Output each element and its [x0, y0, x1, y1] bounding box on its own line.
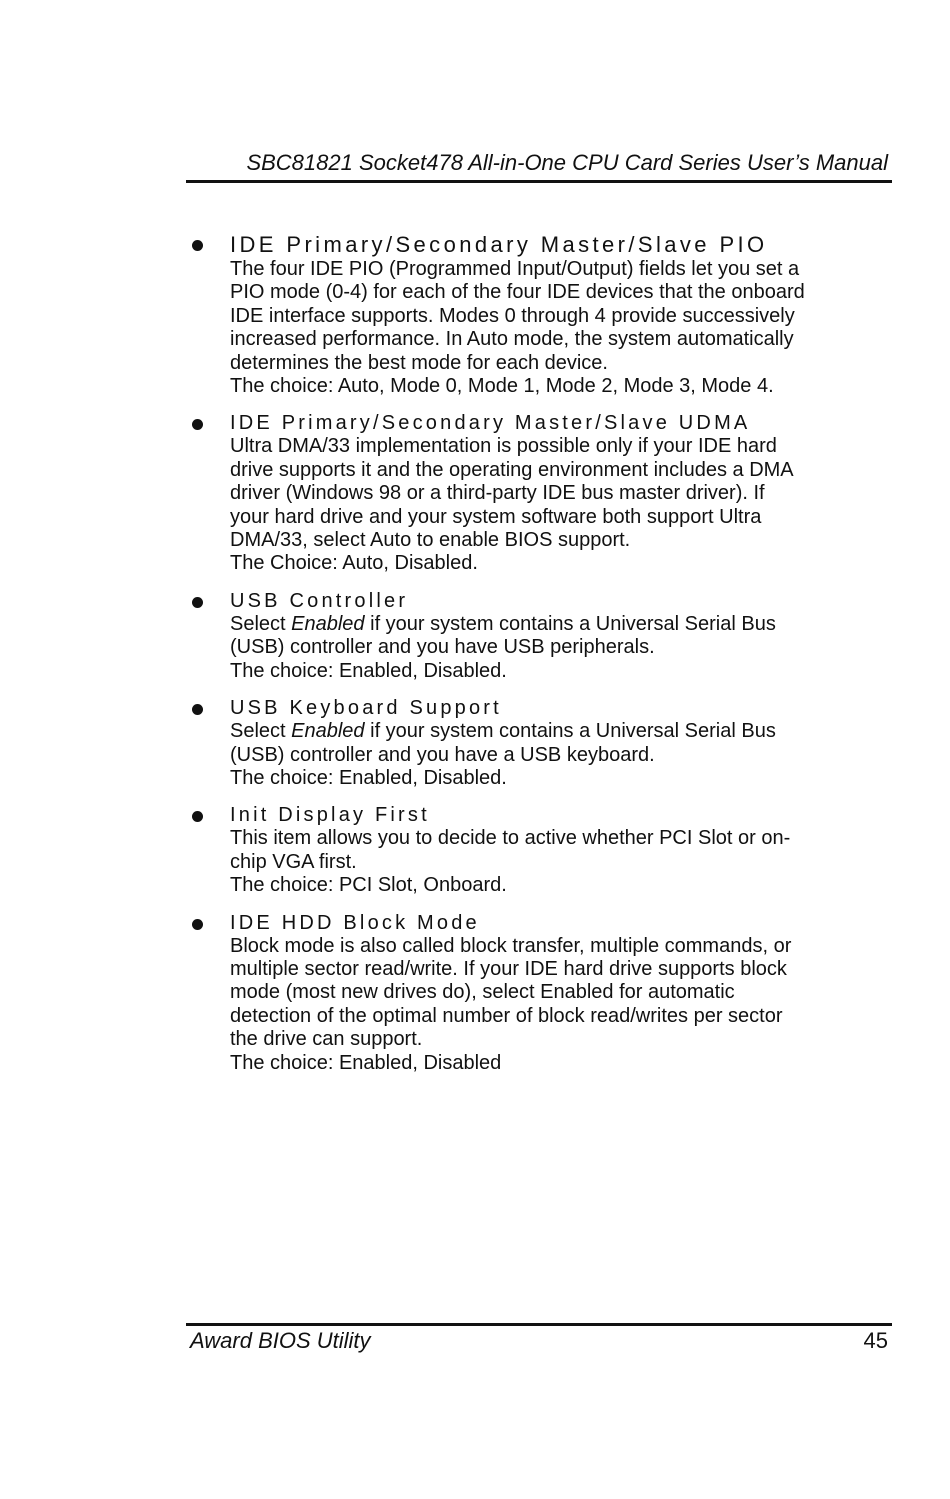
text-segment: if your system contains a Universal Serial Bus	[364, 612, 776, 635]
item-title: Init Display First	[230, 804, 430, 827]
item-text-line: the drive can support.	[230, 1028, 423, 1051]
list-item	[190, 696, 890, 790]
bullet-icon	[192, 597, 203, 608]
item-choice: The Choice: Auto, Disabled.	[230, 552, 478, 575]
item-choice: The choice: Enabled, Disabled.	[230, 659, 507, 682]
item-text-line: determines the best mode for each device.	[230, 351, 608, 374]
list-item	[190, 411, 890, 575]
page-number: 45	[863, 1328, 888, 1353]
item-text-line: The four IDE PIO (Programmed Input/Output) fields let you set a	[230, 258, 800, 280]
item-text-line: multiple sector read/write. If your IDE hard drive supports block	[230, 957, 787, 980]
bullet-icon	[192, 419, 203, 430]
item-text-line: chip VGA first.	[230, 850, 357, 873]
item-title: USB Controller	[230, 589, 409, 612]
text-segment: Select	[230, 612, 292, 635]
item-text-line: detection of the optimal number of block read/writes per sector	[230, 1004, 783, 1027]
item-title: IDE Primary/Secondary Master/Slave UDMA	[230, 412, 751, 435]
list-item	[190, 803, 890, 897]
item-text-line: drive supports it and the operating environment includes a DMA	[230, 458, 794, 481]
bullet-icon	[192, 811, 203, 822]
item-text-line: Block mode is also called block transfer, multiple commands, or	[230, 934, 792, 957]
item-title: IDE HDD Block Mode	[230, 911, 480, 934]
item-text-line: Ultra DMA/33 implementation is possible only if your IDE hard	[230, 435, 777, 458]
text-segment: Select	[230, 720, 292, 743]
emphasis-text: Enabled	[291, 612, 365, 635]
emphasis-text: Enabled	[291, 720, 365, 743]
header-rule	[186, 180, 892, 183]
item-text-line	[230, 613, 890, 636]
item-text-line: PIO mode (0-4) for each of the four IDE devices that the onboard	[230, 281, 805, 304]
list-item	[190, 589, 890, 683]
bios-item-list	[190, 232, 890, 1088]
item-title: IDE Primary/Secondary Master/Slave PIO	[230, 232, 768, 257]
item-text-line: your hard drive and your system software both support Ultra	[230, 505, 762, 528]
item-text-line: driver (Windows 98 or a third-party IDE bus master driver). If	[230, 482, 765, 505]
item-choice: The choice: PCI Slot, Onboard.	[230, 874, 507, 897]
running-header: SBC81821 Socket478 All-in-One CPU Card Series User’s Manual	[246, 150, 888, 175]
item-title: USB Keyboard Support	[230, 697, 502, 720]
list-item	[190, 911, 890, 1075]
list-item	[190, 232, 890, 398]
footer-section-title: Award BIOS Utility	[190, 1328, 371, 1353]
item-text-line: mode (most new drives do), select Enabled for automatic	[230, 981, 735, 1004]
item-choice: The choice: Enabled, Disabled	[230, 1051, 502, 1074]
item-text-line: IDE interface supports. Modes 0 through 4 provide successively	[230, 304, 795, 327]
bullet-icon	[192, 704, 203, 715]
item-text-line	[230, 720, 890, 743]
bullet-icon	[192, 240, 203, 251]
item-choice: The choice: Enabled, Disabled.	[230, 766, 507, 789]
bullet-icon	[192, 919, 203, 930]
text-segment: if your system contains a Universal Serial Bus	[364, 720, 776, 743]
footer-rule	[186, 1323, 892, 1326]
item-text-line: (USB) controller and you have a USB keyboard.	[230, 743, 655, 766]
item-text-line: increased performance. In Auto mode, the system automatically	[230, 328, 794, 351]
item-choice: The choice: Auto, Mode 0, Mode 1, Mode 2, Mode 3, Mode 4.	[230, 375, 774, 398]
item-text-line: (USB) controller and you have USB peripherals.	[230, 636, 655, 659]
item-text-line: DMA/33, select Auto to enable BIOS support.	[230, 529, 631, 552]
item-text-line: This item allows you to decide to active whether PCI Slot or on-	[230, 827, 791, 850]
